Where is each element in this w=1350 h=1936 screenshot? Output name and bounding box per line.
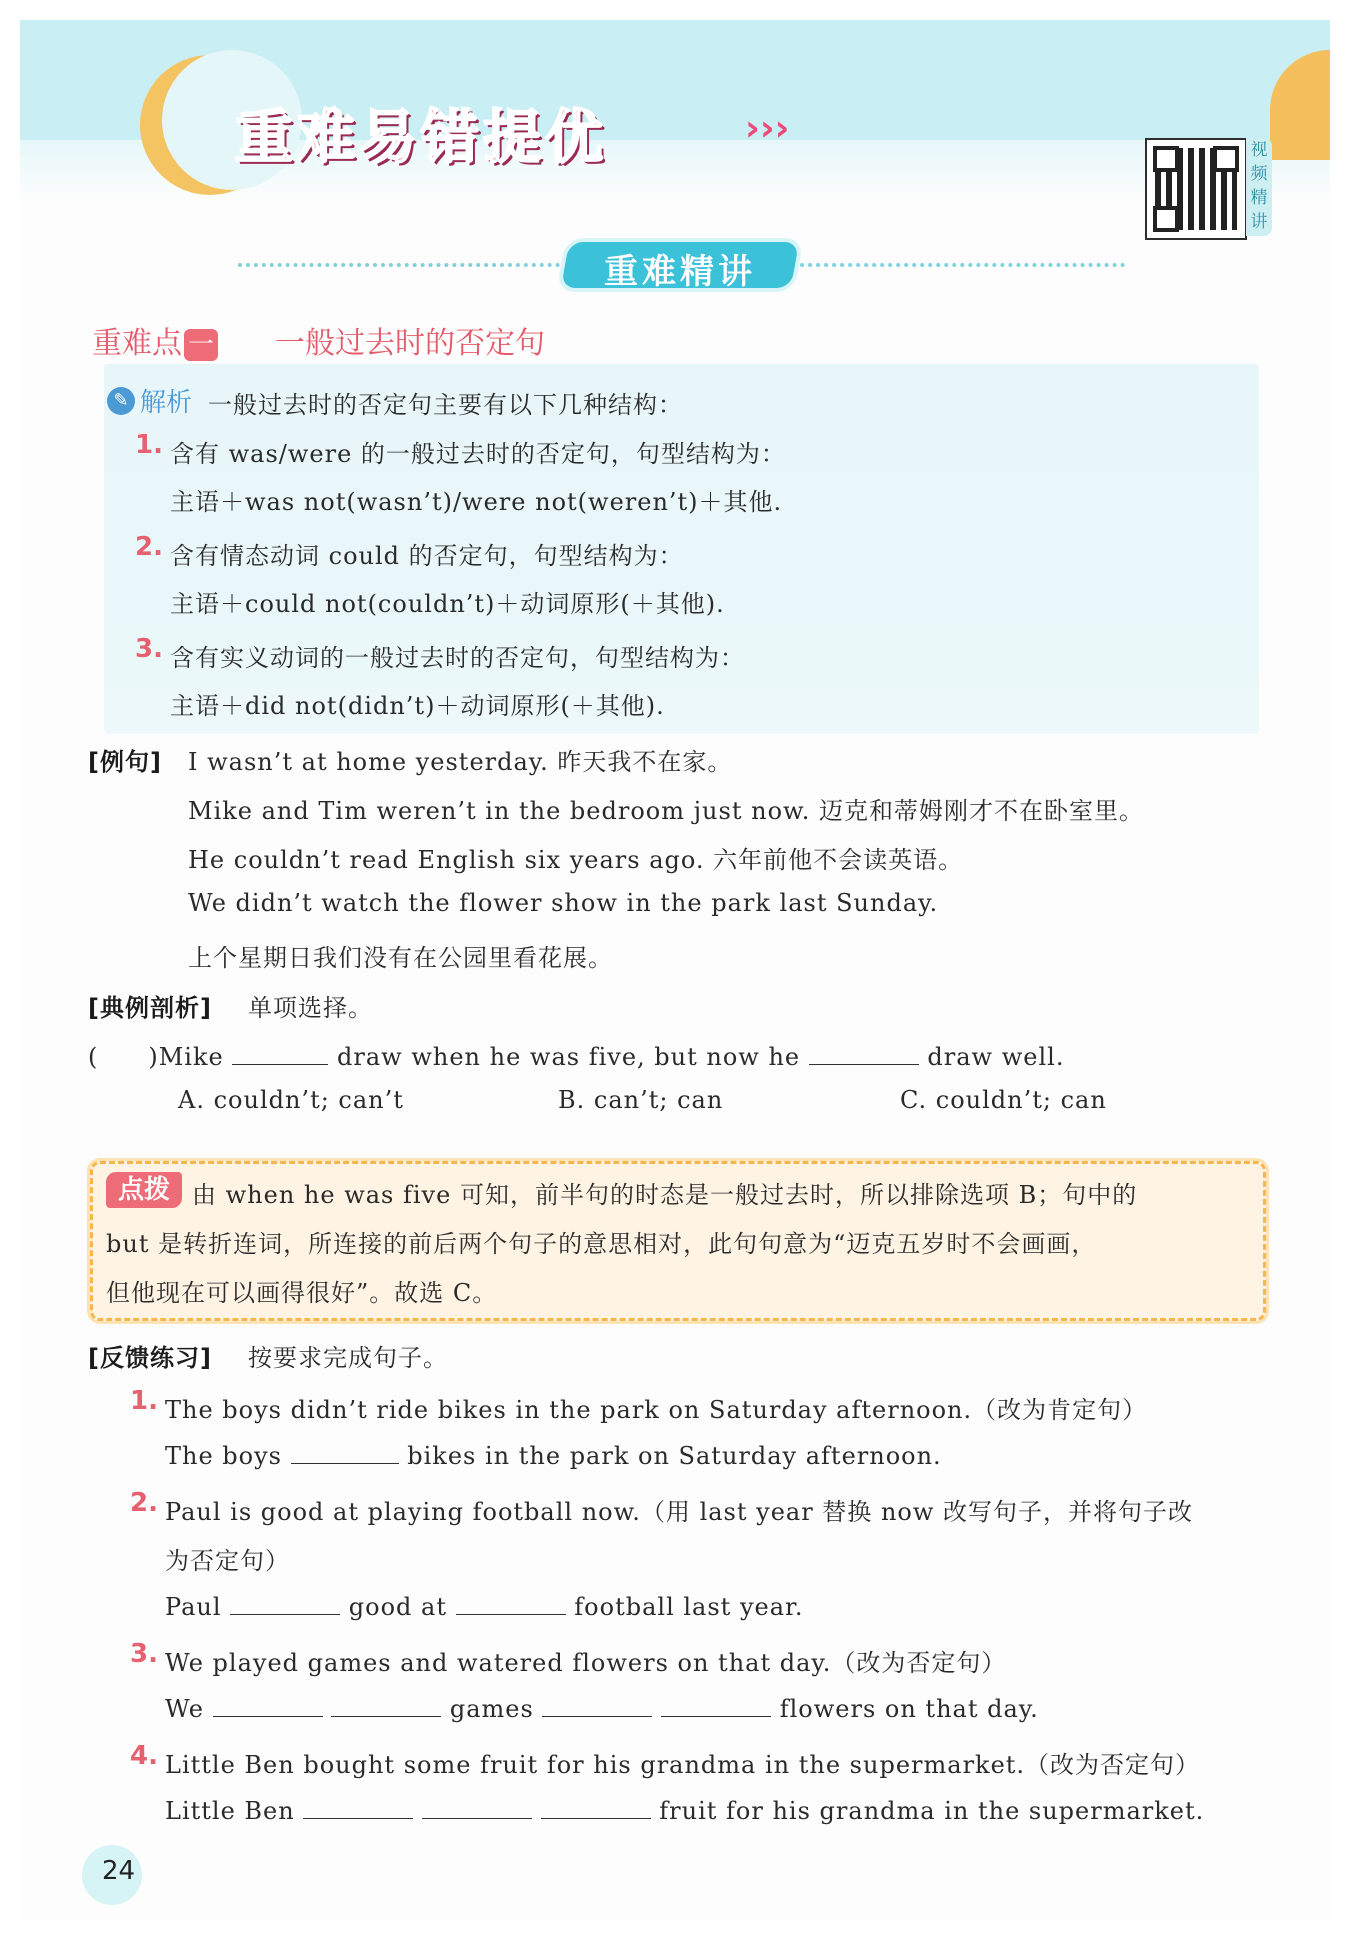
hint-text: but 是转折连词，所连接的前后两个句子的意思相对，此句句意为“迈克五岁时不会画画， bbox=[106, 1230, 1097, 1258]
answer-text: Paul bbox=[165, 1593, 222, 1621]
point-title: 一般过去时的否定句 bbox=[275, 326, 545, 361]
hint-text: 由 when he was five 可知，前半句的时态是一般过去时，所以排除选项 B；句中的 bbox=[192, 1181, 1138, 1209]
example-sentence: We didn’t watch the flower show in the park last Sunday. bbox=[188, 889, 939, 917]
analysis-item-formula: 主语＋did not(didn’t)＋动词原形(＋其他). bbox=[170, 692, 665, 720]
analysis-label: 解析 bbox=[140, 388, 193, 418]
answer-blank[interactable] bbox=[456, 1590, 566, 1615]
option-b[interactable]: B. can’t; can bbox=[558, 1086, 724, 1114]
answer-blank[interactable] bbox=[331, 1692, 441, 1717]
answer-blank[interactable] bbox=[303, 1794, 413, 1819]
practice-question: We played games and watered flowers on that day.（改为否定句） bbox=[165, 1649, 1007, 1677]
question-text: draw when he was five, but now he bbox=[337, 1043, 801, 1071]
example-tag: [例句] bbox=[88, 748, 162, 776]
practice-question: 为否定句） bbox=[165, 1547, 290, 1575]
example-sentence: Mike and Tim weren’t in the bedroom just now. 迈克和蒂姆刚才不在卧室里。 bbox=[188, 797, 1144, 825]
banner-arrows-icon: ››› bbox=[745, 108, 790, 149]
typical-tag: [典例剖析] bbox=[88, 994, 212, 1022]
answer-blank[interactable] bbox=[291, 1439, 399, 1464]
analysis-item-formula: 主语＋could not(couldn’t)＋动词原形(＋其他). bbox=[170, 590, 725, 618]
practice-answer-line bbox=[165, 1439, 942, 1470]
practice-question: Little Ben bought some fruit for his grandma in the supermarket.（改为否定句） bbox=[165, 1751, 1201, 1779]
key-icon: ✎ bbox=[107, 387, 135, 415]
hint-text: 但他现在可以画得很好”。故选 C。 bbox=[106, 1279, 498, 1307]
textbook-page bbox=[20, 20, 1330, 1920]
point-number-badge: 一 bbox=[184, 329, 218, 361]
practice-answer-line bbox=[165, 1692, 1039, 1723]
answer-text: flowers on that day. bbox=[779, 1695, 1039, 1723]
qr-code-icon[interactable] bbox=[1145, 138, 1247, 240]
answer-blank[interactable] bbox=[232, 1040, 328, 1065]
answer-text: fruit for his grandma in the supermarket. bbox=[659, 1797, 1205, 1825]
banner-title: 重难易错提优 bbox=[235, 103, 608, 171]
point-prefix: 重难点 bbox=[92, 326, 182, 361]
practice-answer-line bbox=[165, 1794, 1204, 1825]
point-heading bbox=[92, 318, 218, 362]
qr-corner-icon bbox=[1153, 206, 1179, 232]
answer-text: Little Ben bbox=[165, 1797, 295, 1825]
answer-text: bikes in the park on Saturday afternoon. bbox=[407, 1442, 942, 1470]
answer-text: We bbox=[165, 1695, 204, 1723]
answer-blank[interactable] bbox=[213, 1692, 323, 1717]
qr-label: 视频精讲 bbox=[1246, 138, 1272, 236]
question-text: Mike bbox=[158, 1043, 224, 1071]
practice-number: 3. bbox=[130, 1639, 158, 1669]
option-c[interactable]: C. couldn’t; can bbox=[900, 1086, 1107, 1114]
hint-badge: 点拨 bbox=[106, 1172, 182, 1208]
analysis-item-text: 含有实义动词的一般过去时的否定句，句型结构为： bbox=[170, 644, 745, 672]
qr-corner-icon bbox=[1213, 146, 1239, 172]
page-number: 24 bbox=[102, 1856, 136, 1886]
analysis-item-text: 含有情态动词 could 的否定句，句型结构为： bbox=[170, 542, 684, 570]
practice-question: Paul is good at playing football now.（用 last year 替换 now 改写句子，并将句子改 bbox=[165, 1498, 1194, 1526]
practice-instruction: 按要求完成句子。 bbox=[248, 1344, 448, 1372]
answer-text: good at bbox=[348, 1593, 448, 1621]
analysis-item-number: 2. bbox=[135, 532, 163, 562]
example-sentence: He couldn’t read English six years ago. 六年前他不会读英语。 bbox=[188, 846, 964, 874]
dotted-divider-left bbox=[238, 263, 560, 267]
question-line bbox=[88, 1037, 1064, 1072]
example-sentence: 上个星期日我们没有在公园里看花展。 bbox=[188, 944, 613, 972]
answer-blank[interactable] bbox=[230, 1590, 340, 1615]
answer-blank[interactable] bbox=[809, 1040, 919, 1065]
qr-corner-icon bbox=[1153, 146, 1179, 172]
question-text: draw well. bbox=[927, 1043, 1065, 1071]
analysis-intro: 一般过去时的否定句主要有以下几种结构： bbox=[208, 391, 683, 419]
practice-number: 1. bbox=[130, 1386, 158, 1416]
practice-tag: [反馈练习] bbox=[88, 1344, 212, 1372]
answer-text: football last year. bbox=[574, 1593, 804, 1621]
answer-blank[interactable] bbox=[661, 1692, 771, 1717]
typical-instruction: 单项选择。 bbox=[248, 994, 373, 1022]
analysis-item-number: 1. bbox=[135, 430, 163, 460]
answer-blank[interactable] bbox=[422, 1794, 532, 1819]
example-sentence: I wasn’t at home yesterday. 昨天我不在家。 bbox=[188, 748, 733, 776]
practice-answer-line bbox=[165, 1590, 803, 1621]
answer-blank[interactable] bbox=[541, 1794, 651, 1819]
answer-blank[interactable] bbox=[542, 1692, 652, 1717]
dotted-divider-right bbox=[800, 263, 1125, 267]
practice-number: 4. bbox=[130, 1741, 158, 1771]
practice-question: The boys didn’t ride bikes in the park on Saturday afternoon.（改为肯定句） bbox=[165, 1396, 1148, 1424]
answer-text: games bbox=[449, 1695, 534, 1723]
answer-text: The boys bbox=[165, 1442, 282, 1470]
option-a[interactable]: A. couldn’t; can’t bbox=[178, 1086, 404, 1114]
section-pill-label: 重难精讲 bbox=[604, 252, 756, 292]
analysis-item-formula: 主语＋was not(wasn’t)/were not(weren’t)＋其他. bbox=[170, 488, 783, 516]
analysis-item-text: 含有 was/were 的一般过去时的否定句，句型结构为： bbox=[170, 440, 786, 468]
practice-number: 2. bbox=[130, 1488, 158, 1518]
analysis-item-number: 3. bbox=[135, 634, 163, 664]
answer-paren: ( ) bbox=[88, 1043, 159, 1071]
